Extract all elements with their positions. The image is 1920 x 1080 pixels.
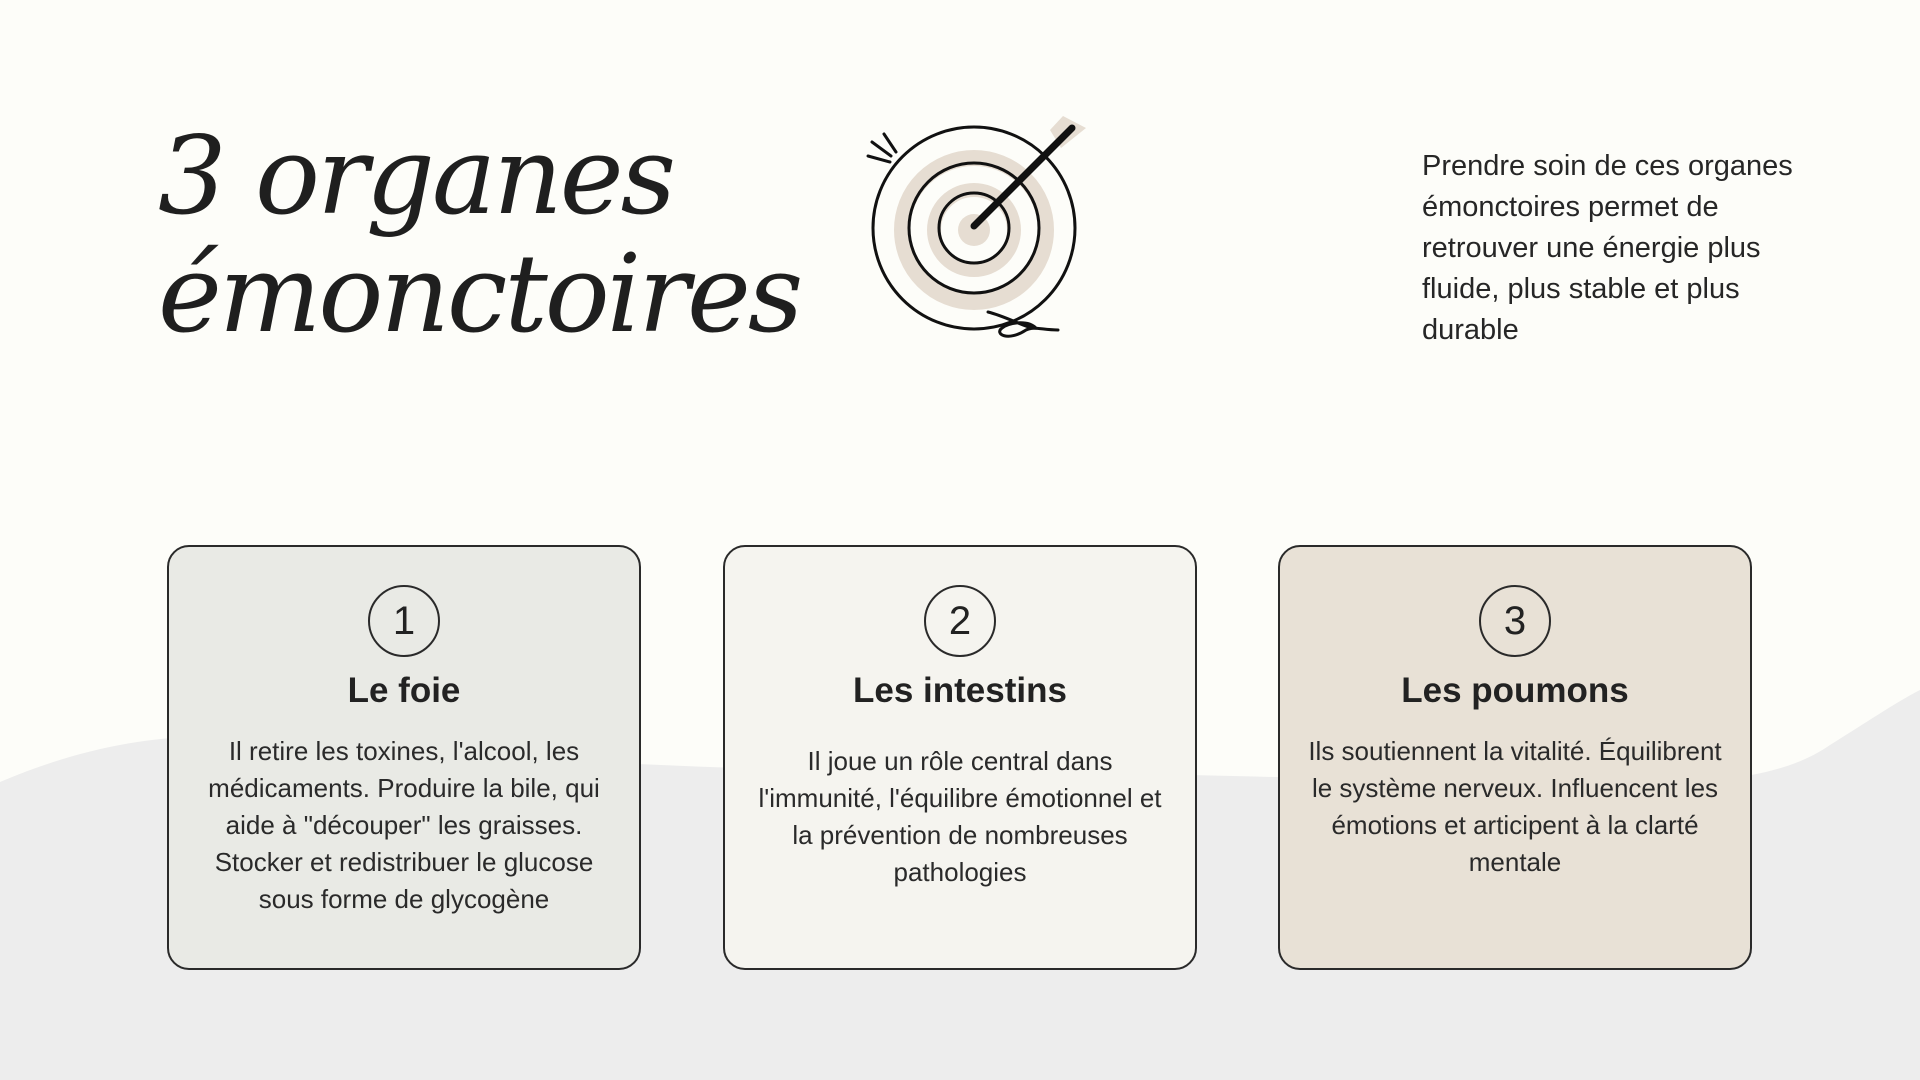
card-number-badge: 1 (368, 585, 440, 657)
intro-text: Prendre soin de ces organes émonctoires permet de retrouver une énergie plus fluide, plus stable et plus durable (1422, 150, 1793, 346)
card-number-badge: 2 (924, 585, 996, 657)
card-title: Le foie (347, 671, 461, 710)
page-title (158, 114, 801, 357)
card-title: Les intestins (853, 671, 1067, 710)
organ-card-lungs (1278, 545, 1752, 970)
organ-card-liver (167, 545, 641, 970)
card-number-badge: 3 (1479, 585, 1551, 657)
title-line-1: 3 organes (158, 114, 674, 239)
title-line-2: émonctoires (158, 232, 801, 357)
card-title: Les poumons (1401, 671, 1629, 710)
card-description: Ils soutiennent la vitalité. Équilibrent le système nerveux. Influencent les émotions et articipent à la clarté mentale (1308, 736, 1722, 877)
target-arrow-icon (858, 102, 1108, 342)
card-description: Il joue un rôle central dans l'immunité, l'équilibre émotionnel et la prévention de nombreuses pathologies (758, 746, 1162, 887)
organ-card-intestines (723, 545, 1197, 970)
card-description: Il retire les toxines, l'alcool, les médicaments. Produire la bile, qui aide à "découper" les graisses. Stocker et redistribuer le glucose sous forme de glycogène (208, 736, 600, 914)
